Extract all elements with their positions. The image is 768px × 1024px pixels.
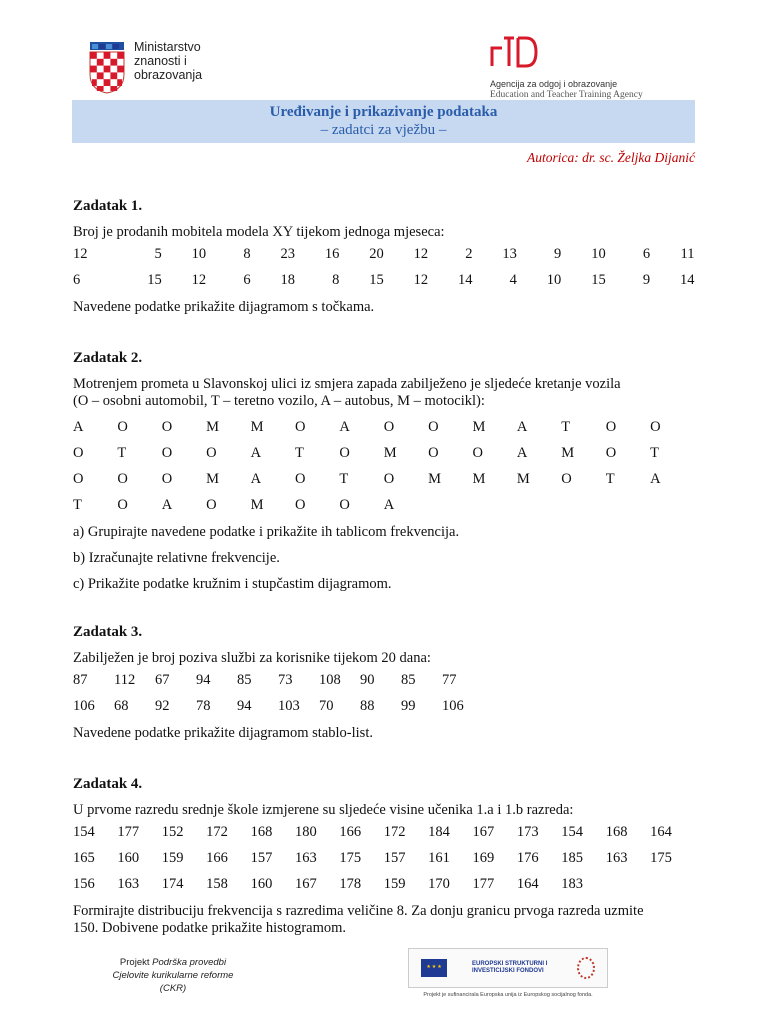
agency-name <box>490 79 643 101</box>
data-value: 160 <box>117 849 140 866</box>
data-value: 157 <box>250 849 273 866</box>
title-main: Uređivanje i prikazivanje podataka <box>269 104 498 120</box>
task-4-row-1 <box>73 819 695 845</box>
ministry-name <box>134 40 202 82</box>
data-value: 18 <box>280 271 295 288</box>
data-value: T <box>561 418 571 435</box>
data-value: O <box>383 418 395 435</box>
data-value: 106 <box>73 697 95 714</box>
task-1-instruction: Navedene podatke prikažite dijagramom s točkama. <box>73 299 375 315</box>
data-value: 154 <box>561 823 584 840</box>
task-2-intro-1: Motrenjem prometa u Slavonskoj ulici iz smjera zapada zabilježeno je sljedeće kretanje vozila <box>73 376 621 392</box>
agency-emblem-icon <box>490 34 538 68</box>
data-value: 2 <box>465 245 473 262</box>
data-value: O <box>161 418 173 435</box>
data-value: M <box>206 470 220 487</box>
data-value: 163 <box>605 849 628 866</box>
data-value: M <box>250 496 264 513</box>
data-value: O <box>561 470 572 487</box>
data-value: 11 <box>680 245 695 262</box>
task-4-row-2 <box>73 845 695 871</box>
document-title <box>72 100 695 143</box>
data-value: 185 <box>561 849 584 866</box>
data-value: 15 <box>147 271 162 288</box>
data-value: O <box>472 444 483 461</box>
data-value: 168 <box>605 823 628 840</box>
data-value: 9 <box>554 245 562 262</box>
data-value: M <box>472 470 486 487</box>
data-value: A <box>250 470 262 487</box>
ministry-line-3: obrazovanja <box>134 68 203 82</box>
data-value: 9 <box>642 271 651 288</box>
data-value: 163 <box>117 875 140 892</box>
data-value: 14 <box>679 271 695 288</box>
operational-programme-icon <box>577 957 595 979</box>
data-value: M <box>516 470 530 487</box>
footer-cofinancing-note: Projekt je sufinancirala Europska unija iz Europskog socijalnog fonda. <box>423 992 593 998</box>
data-value: 5 <box>154 245 162 262</box>
task-2-row-4 <box>73 492 695 518</box>
task-3-instruction: Navedene podatke prikažite dijagramom stablo-list. <box>73 725 373 741</box>
page-header <box>0 0 768 100</box>
data-value: 157 <box>383 849 406 866</box>
data-value: O <box>117 496 128 513</box>
data-value: O <box>161 444 173 461</box>
data-value: 166 <box>339 823 362 840</box>
data-value: 112 <box>114 671 136 688</box>
task-1-intro: Broj je prodanih mobitela modela XY tijekom jednoga mjeseca: <box>73 224 445 240</box>
data-value: 173 <box>516 823 539 840</box>
data-value: 158 <box>206 875 228 892</box>
data-value: O <box>73 470 84 487</box>
data-value: 94 <box>196 671 211 688</box>
data-value: 165 <box>73 849 95 866</box>
data-value: O <box>650 418 661 435</box>
data-value: 156 <box>73 875 95 892</box>
task-3 <box>73 624 695 742</box>
data-value: 68 <box>114 697 129 714</box>
task-4-intro: U prvome razredu srednje škole izmjerene su sljedeće visine učenika 1.a i 1.b razreda: <box>73 802 574 818</box>
data-value: 152 <box>161 823 184 840</box>
data-value: 70 <box>319 697 334 714</box>
data-value: 6 <box>243 271 251 288</box>
data-value: A <box>161 496 173 513</box>
data-value: 12 <box>413 271 429 288</box>
data-value: 177 <box>117 823 140 840</box>
data-value: 108 <box>319 671 341 688</box>
data-value: T <box>73 496 82 513</box>
data-value: 160 <box>250 875 273 892</box>
data-value: M <box>561 444 575 461</box>
data-value: T <box>294 444 304 461</box>
data-value: 8 <box>332 271 340 288</box>
task-2-row-3 <box>73 466 695 492</box>
data-value: O <box>294 418 306 435</box>
data-value: 174 <box>161 875 184 892</box>
data-value: O <box>339 444 350 461</box>
data-value: 177 <box>472 875 495 892</box>
task-2-part-a: a) Grupirajte navedene podatke i prikažite ih tablicom frekvencija. <box>73 524 460 540</box>
footer-line-3: (CKR) <box>159 983 187 994</box>
task-4-row-3 <box>73 871 695 897</box>
data-value: O <box>206 444 217 461</box>
task-3-row-1 <box>73 667 695 693</box>
data-value: M <box>383 444 397 461</box>
data-value: 6 <box>642 245 651 262</box>
data-value: 164 <box>516 875 539 892</box>
data-value: 20 <box>369 245 384 262</box>
data-value: 172 <box>206 823 228 840</box>
data-value: 10 <box>546 271 562 288</box>
footer-project-italic: Podrška provedbi <box>152 957 227 968</box>
data-value: 184 <box>428 823 450 840</box>
data-value: O <box>339 496 350 513</box>
data-value: 103 <box>278 697 300 714</box>
data-value: A <box>650 470 661 487</box>
data-value: 8 <box>243 245 251 262</box>
data-value: 167 <box>294 875 317 892</box>
data-value: 12 <box>73 245 88 262</box>
data-value: 85 <box>401 671 416 688</box>
data-value: O <box>73 444 84 461</box>
data-value: 90 <box>360 671 375 688</box>
footer-project <box>88 956 258 995</box>
data-value: A <box>73 418 84 435</box>
data-value: O <box>605 418 617 435</box>
data-value: O <box>383 470 395 487</box>
data-value: M <box>206 418 220 435</box>
data-value: 15 <box>591 271 606 288</box>
data-value: A <box>339 418 350 435</box>
ministry-logo <box>86 36 202 94</box>
task-2-heading: Zadatak 2. <box>73 350 143 366</box>
data-value: A <box>250 444 262 461</box>
data-value: 159 <box>161 849 184 866</box>
task-2-intro-2: (O – osobni automobil, T – teretno vozilo, A – autobus, M – motocikl): <box>73 393 485 409</box>
task-2-row-2 <box>73 440 695 466</box>
data-value: O <box>206 496 217 513</box>
data-value: 13 <box>502 245 517 262</box>
data-value: 183 <box>561 875 584 892</box>
data-value: 175 <box>650 849 672 866</box>
data-value: O <box>294 470 306 487</box>
data-value: 170 <box>428 875 450 892</box>
task-4-heading: Zadatak 4. <box>73 776 143 792</box>
data-value: 176 <box>516 849 539 866</box>
task-3-row-2 <box>73 693 695 719</box>
data-value: O <box>161 470 173 487</box>
data-value: M <box>428 470 442 487</box>
data-value: 161 <box>428 849 450 866</box>
eu-logo-strip <box>408 948 608 988</box>
data-value: 168 <box>250 823 273 840</box>
eu-flag-icon <box>421 959 447 977</box>
data-value: 10 <box>591 245 606 262</box>
data-value: 92 <box>155 697 170 714</box>
data-value: 85 <box>237 671 252 688</box>
data-value: 15 <box>369 271 384 288</box>
agency-name-en: Education and Teacher Training Agency <box>490 90 643 100</box>
agency-logo <box>490 34 643 101</box>
data-value: O <box>117 418 128 435</box>
data-value: 99 <box>401 697 416 714</box>
data-value: 12 <box>413 245 429 262</box>
data-value: O <box>605 444 617 461</box>
data-value: 166 <box>206 849 228 866</box>
data-value: 78 <box>196 697 211 714</box>
data-value: 67 <box>155 671 170 688</box>
task-1-row-1 <box>73 241 695 267</box>
ministry-line-1: Ministarstvo <box>134 40 201 54</box>
footer-line-1 <box>88 956 258 969</box>
data-value: T <box>117 444 127 461</box>
data-value: 172 <box>383 823 406 840</box>
task-3-heading: Zadatak 3. <box>73 624 143 640</box>
task-2-part-b: b) Izračunajte relativne frekvencije. <box>73 550 280 566</box>
footer-project-word: Projekt <box>119 957 150 968</box>
data-value: 167 <box>472 823 495 840</box>
croatian-coat-of-arms-icon <box>86 36 128 94</box>
data-value: A <box>516 418 528 435</box>
footer-eu-logos <box>408 948 608 1004</box>
data-value: 106 <box>442 697 464 714</box>
task-3-intro: Zabilježen je broj poziva službi za korisnike tijekom 20 dana: <box>73 650 431 666</box>
esif-logo: EUROPSKI STRUKTURNI I INVESTICIJSKI FONDOVI <box>471 961 548 974</box>
data-value: 159 <box>383 875 406 892</box>
data-value: 14 <box>458 271 473 288</box>
data-value: 154 <box>73 823 95 840</box>
data-value: 23 <box>280 245 295 262</box>
data-value: O <box>428 418 439 435</box>
data-value: 6 <box>73 271 81 288</box>
data-value: 169 <box>472 849 495 866</box>
data-value: 77 <box>442 671 457 688</box>
data-value: 12 <box>191 271 207 288</box>
data-value: 163 <box>294 849 317 866</box>
task-2-row-1 <box>73 414 695 440</box>
task-4 <box>73 776 695 937</box>
data-value: T <box>605 470 615 487</box>
task-4-instruction-1: Formirajte distribuciju frekvencija s razredima veličine 8. Za donju granicu prvoga razreda uzmite <box>73 903 644 919</box>
footer-line-2: Cjelovite kurikularne reforme <box>112 970 234 981</box>
data-value: M <box>472 418 486 435</box>
task-1-heading: Zadatak 1. <box>73 198 143 214</box>
data-value: 87 <box>73 671 88 688</box>
data-value: T <box>650 444 659 461</box>
data-value: 10 <box>191 245 207 262</box>
data-value: A <box>516 444 528 461</box>
data-value: 94 <box>237 697 252 714</box>
title-sub: – zadatci za vježbu – <box>320 122 447 138</box>
data-value: 164 <box>650 823 672 840</box>
data-value: A <box>383 496 395 513</box>
data-value: O <box>428 444 439 461</box>
task-2 <box>73 350 695 593</box>
data-value: O <box>294 496 306 513</box>
data-value: 4 <box>509 271 517 288</box>
data-value: T <box>339 470 349 487</box>
task-2-part-c: c) Prikažite podatke kružnim i stupčastim dijagramom. <box>73 576 392 592</box>
data-value: 175 <box>339 849 362 866</box>
data-value: 178 <box>339 875 362 892</box>
data-value: O <box>117 470 128 487</box>
ministry-line-2: znanosti i <box>134 54 187 68</box>
data-value: 180 <box>294 823 317 840</box>
task-1 <box>73 198 695 316</box>
data-value: 88 <box>360 697 375 714</box>
data-value: 16 <box>324 245 340 262</box>
author-line: Autorica: dr. sc. Željka Dijanić <box>527 150 695 165</box>
agency-name-hr: Agencija za odgoj i obrazovanje <box>490 79 618 89</box>
data-value: M <box>250 418 264 435</box>
task-4-instruction-2: 150. Dobivene podatke prikažite histogramom. <box>73 920 347 936</box>
data-value: 73 <box>278 671 293 688</box>
task-1-row-2 <box>73 267 695 293</box>
